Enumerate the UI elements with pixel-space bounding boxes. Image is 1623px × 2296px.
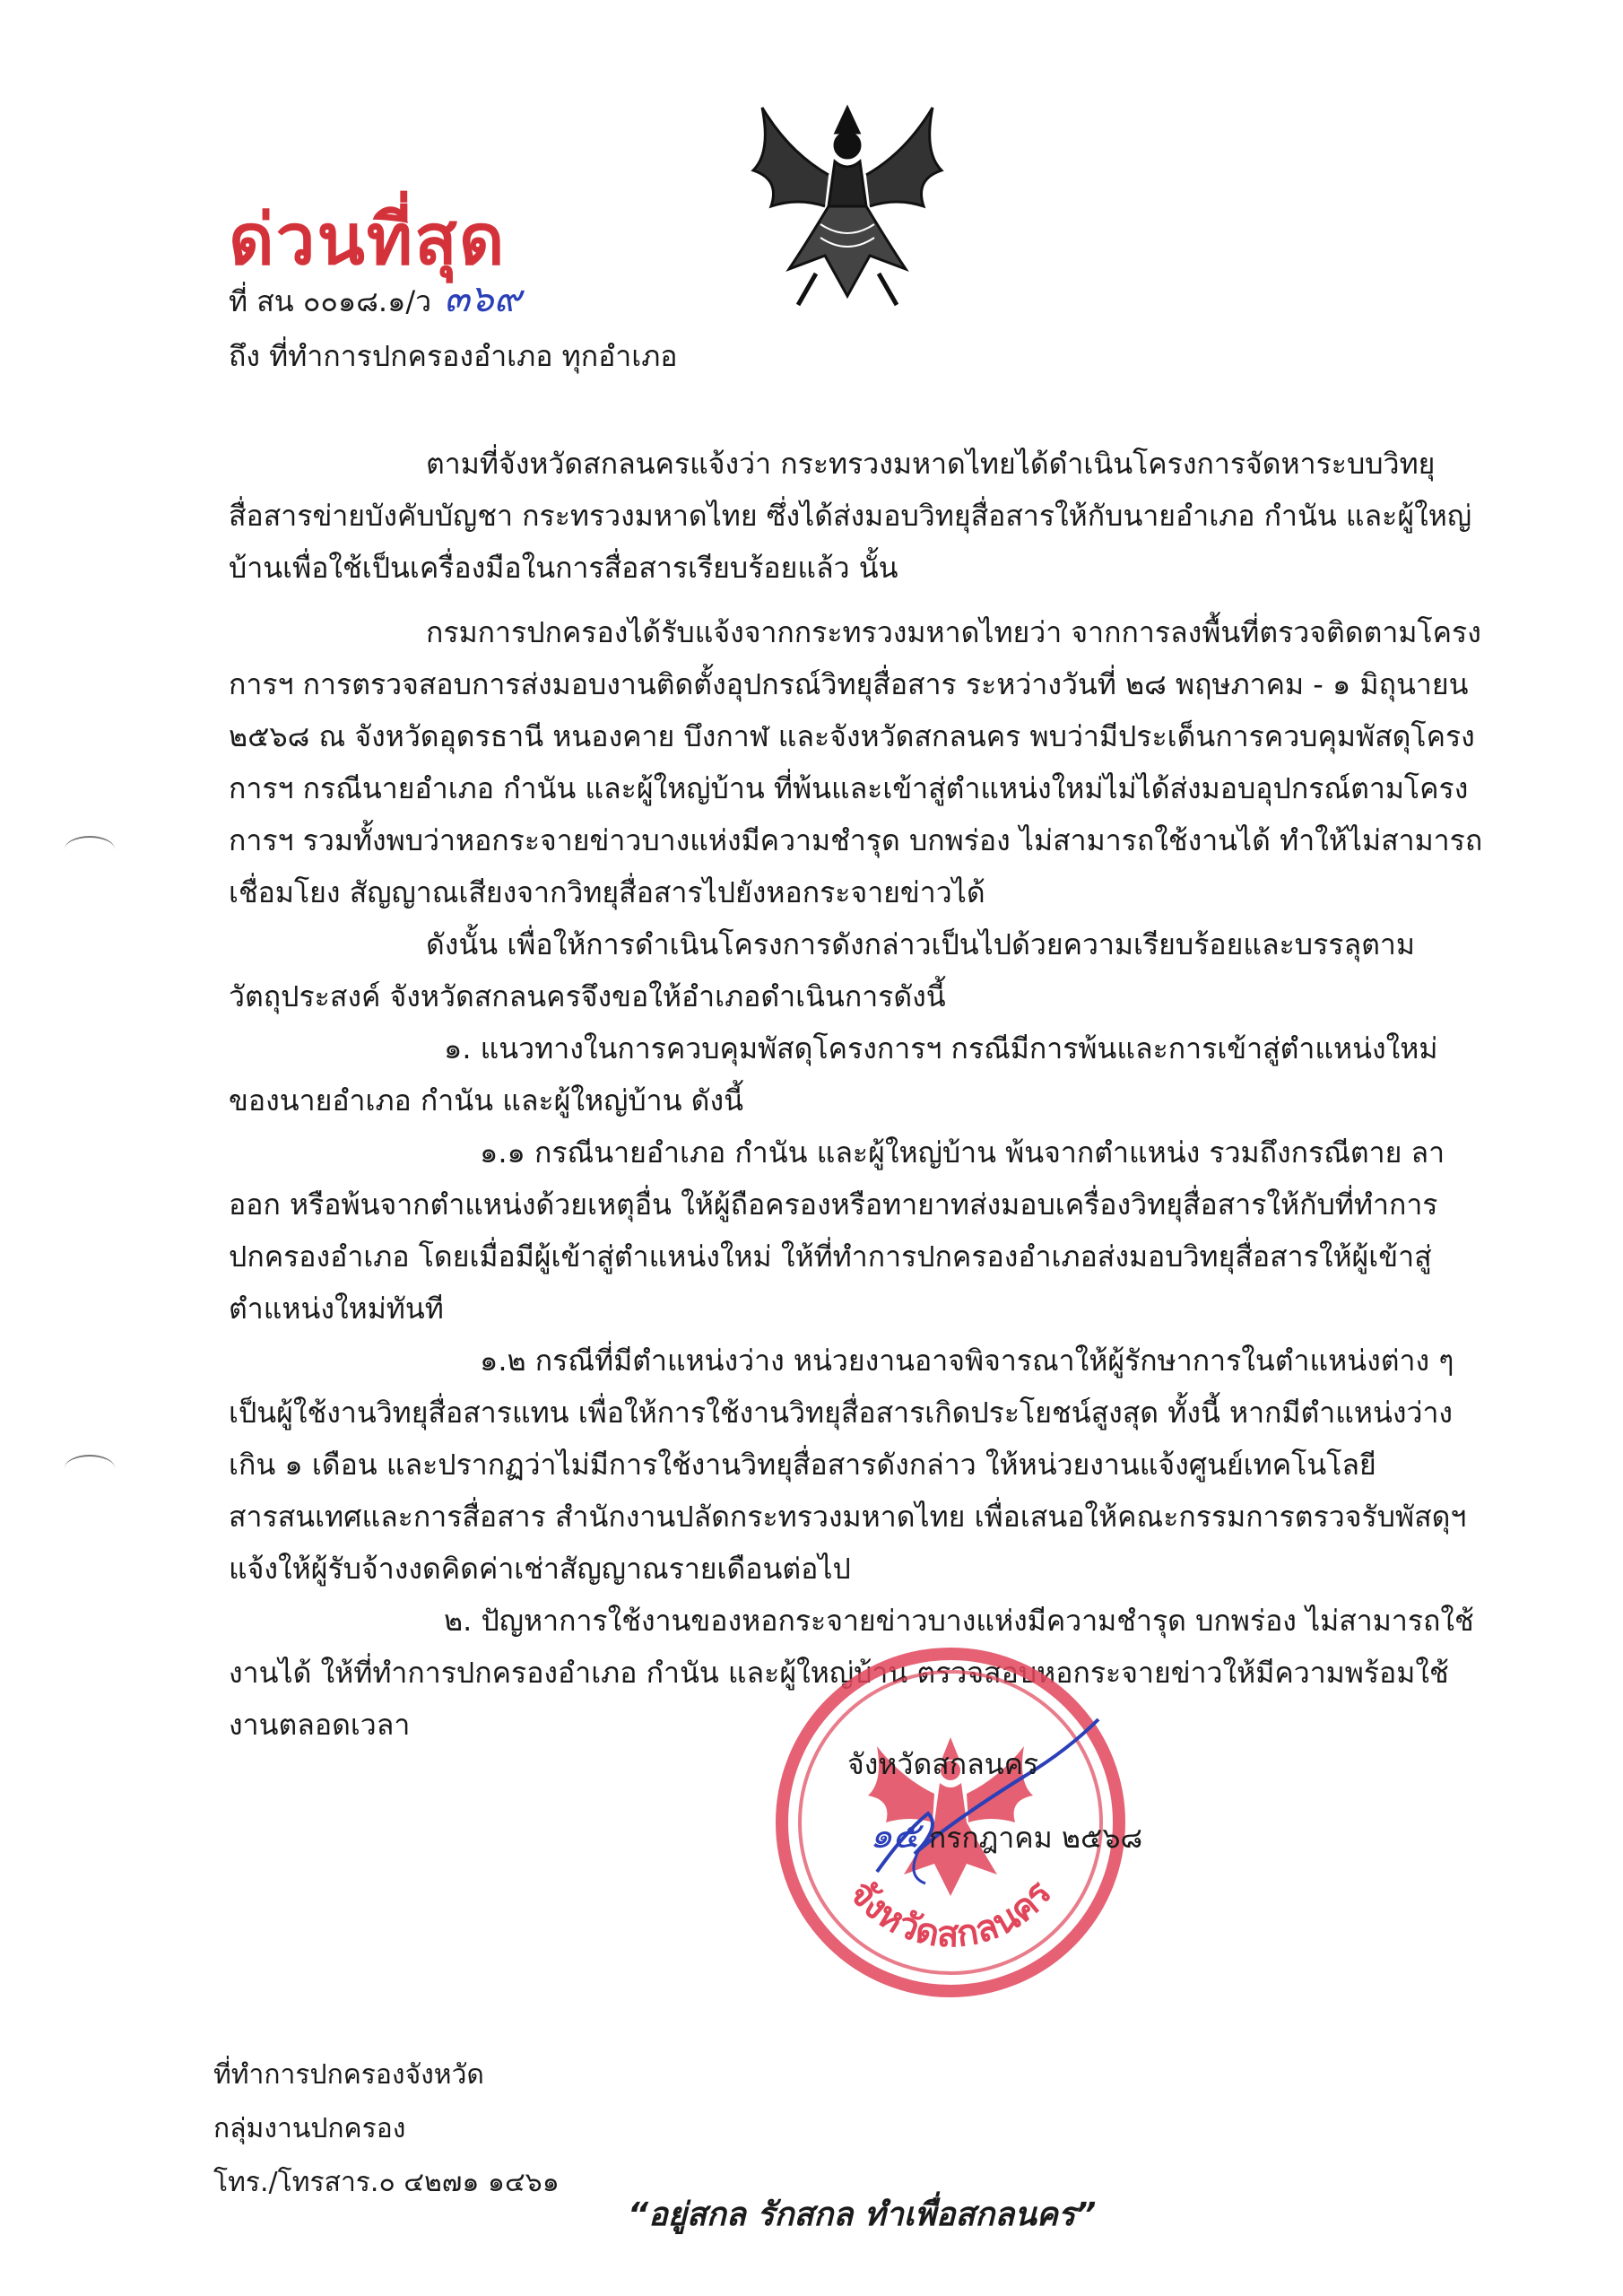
list-item-1: ๑. แนวทางในการควบคุมพัสดุโครงการฯ กรณีมีการพ้นและการเข้าสู่ตำแหน่งใหม่ของนายอำเภอ กำนัน และผู้ใหญ่บ้าน ดังนี้ [229,1031,1438,1118]
footer-phone: โทร./โทรสาร.๐ ๔๒๗๑ ๑๔๖๑ [213,2167,560,2198]
signature-org: จังหวัดสกลนคร [847,1747,1039,1781]
punch-hole-mark [65,1455,115,1482]
seal-text: จังหวัดสกลนคร [840,1873,1061,1956]
list-item-1-1: ๑.๑ กรณีนายอำเภอ กำนัน และผู้ใหญ่บ้าน พ้นจากตำแหน่ง รวมถึงกรณีตาย ลาออก หรือพ้นจากตำแหน่งด้วยเหตุอื่น ให้ผู้ถือครองหรือทายาทส่งมอบเครื่องวิทยุสื่อสารให้กับที่ทำการปกครองอำเภอ โดยเมื่อมีผู้เข้าสู่ตำแหน่งใหม่ ให้ที่ทำการปกครองอำเภอส่งมอบวิทยุสื่อสารให้ผู้เข้าสู่ตำแหน่งใหม่ทันที [229,1135,1445,1326]
paragraph-3: ดังนั้น เพื่อให้การดำเนินโครงการดังกล่าวเป็นไปด้วยความเรียบร้อยและบรรลุตามวัตถุประสงค์ จังหวัดสกลนครจึงขอให้อำเภอดำเนินการดังนี้ [229,927,1415,1013]
document-number-handwritten: ๓๖๙ [444,276,522,320]
date-day: ๑๕ [870,1815,920,1857]
urgency-stamp: ด่วนที่สุด [229,200,507,281]
document-number-prefix: ที่ สน ๐๐๑๘.๑/ว [229,284,432,318]
signature-date [870,1806,1142,1864]
document-number [229,269,521,328]
footer-division: กลุ่มงานปกครอง [213,2113,406,2144]
paragraph-1: ตามที่จังหวัดสกลนครแจ้งว่า กระทรวงมหาดไทยได้ดำเนินโครงการจัดหาระบบวิทยุสื่อสารข่ายบังคับบัญชา กระทรวงมหาดไทย ซึ่งได้ส่งมอบวิทยุสื่อสารให้กับนายอำเภอ กำนัน และผู้ใหญ่บ้านเพื่อใช้เป็นเครื่องมือในการสื่อสารเรียบร้อยแล้ว นั้น [229,447,1472,585]
slogan: “อยู่สกล รักสกล ทำเพื่อสกลนคร” [628,2196,1097,2233]
punch-hole-mark [65,836,115,863]
list-item-2: ๒. ปัญหาการใช้งานของหอกระจายข่าวบางแห่งมีความชำรุด บกพร่อง ไม่สามารถใช้งานได้ ให้ที่ทำการปกครองอำเภอ กำนัน และผู้ใหญ่บ้าน ตรวจสอบหอกระจายข่าวให้มีความพร้อมใช้งานตลอดเวลา [229,1604,1474,1742]
recipient-line: ถึง ที่ทำการปกครองอำเภอ ทุกอำเภอ [229,339,678,373]
date-month-year: กรกฎาคม ๒๕๖๘ [928,1821,1143,1855]
footer-office: ที่ทำการปกครองจังหวัด [213,2059,484,2091]
paragraph-2: กรมการปกครองได้รับแจ้งจากกระทรวงมหาดไทยว่า จากการลงพื้นที่ตรวจติดตามโครงการฯ การตรวจสอบการส่งมอบงานติดตั้งอุปกรณ์วิทยุสื่อสาร ระหว่างวันที่ ๒๘ พฤษภาคม - ๑ มิถุนายน ๒๕๖๘ ณ จังหวัดอุดรธานี หนองคาย บึงกาฬ และจังหวัดสกลนคร พบว่ามีประเด็นการควบคุมพัสดุโครงการฯ กรณีนายอำเภอ กำนัน และผู้ใหญ่บ้าน ที่พ้นและเข้าสู่ตำแหน่งใหม่ไม่ได้ส่งมอบอุปกรณ์ตามโครงการฯ รวมทั้งพบว่าหอกระจายข่าวบางแห่งมีความชำรุด บกพร่อง ไม่สามารถใช้งานได้ ทำให้ไม่สามารถเชื่อมโยง สัญญาณเสียงจากวิทยุสื่อสารไปยังหอกระจายข่าวได้ [229,615,1483,909]
letter-body [229,438,1484,1751]
list-item-1-2: ๑.๒ กรณีที่มีตำแหน่งว่าง หน่วยงานอาจพิจารณาให้ผู้รักษาการในตำแหน่งต่าง ๆ เป็นผู้ใช้งานวิทยุสื่อสารแทน เพื่อให้การใช้งานวิทยุสื่อสารเกิดประโยชน์สูงสุด ทั้งนี้ หากมีตำแหน่งว่างเกิน ๑ เดือน และปรากฏว่าไม่มีการใช้งานวิทยุสื่อสารดังกล่าว ให้หน่วยงานแจ้งศูนย์เทคโนโลยีสารสนเทศและการสื่อสาร สำนักงานปลัดกระทรวงมหาดไทย เพื่อเสนอให้คณะกรรมการตรวจรับพัสดุฯ แจ้งให้ผู้รับจ้างงดคิดค่าเช่าสัญญาณรายเดือนต่อไป [229,1344,1467,1586]
garuda-emblem-icon [735,90,959,314]
